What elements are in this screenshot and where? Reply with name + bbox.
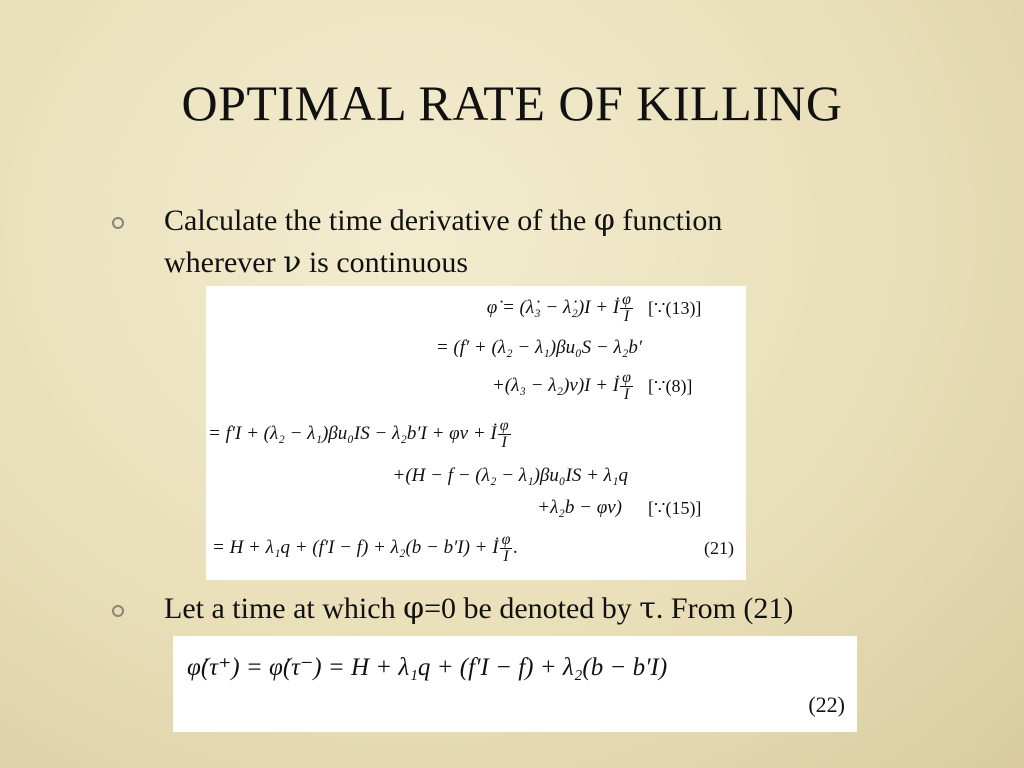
- equation-21-line-4: [206, 414, 746, 454]
- equation-21-line-3: [206, 366, 746, 406]
- hollow-circle-bullet-icon: [112, 217, 124, 229]
- slide-title: OPTIMAL RATE OF KILLING: [181, 75, 843, 131]
- equation-21-line-2: [206, 328, 746, 368]
- bullet-1-text-a: Calculate the time derivative of the: [164, 204, 594, 237]
- bullet-2-text-a: Let a time at which: [164, 592, 404, 625]
- bullet-text-1: [164, 200, 904, 284]
- phi-symbol: φ: [593, 203, 615, 238]
- bullet-1-text-b: function: [614, 204, 723, 237]
- equation-21-line-3-expr: +(λ₃ − λ₂)ν)I + İ: [491, 374, 620, 396]
- equation-21-line-6: [206, 488, 746, 528]
- equation-21-line-1: [206, 288, 746, 328]
- bullet-2-text-b: =0 be denoted by: [424, 592, 640, 625]
- equation-22-expr: φ̇(τ⁺) = φ̇(τ⁻) = H + λ₁q + (f′I − f) + λ₂(b − b′I): [187, 654, 668, 681]
- equation-21-line-5-expr: +(H − f − (λ₂ − λ₁)βu₀IS + λ₁q: [392, 465, 628, 486]
- phi-symbol: φ: [403, 591, 425, 626]
- equation-21-line-1-expr: φ̇ = (λ̇₃ − λ̇₂)I + İ: [486, 296, 620, 318]
- bullet-1-text-d: is continuous: [301, 246, 469, 279]
- equation-22-box: [173, 636, 857, 732]
- bullet-2-text-c: . From (21): [655, 592, 794, 625]
- bullet-1-text-c: wherever: [164, 246, 284, 279]
- equation-21-line-6-tag: [∵(15)]: [648, 497, 702, 518]
- equation-21-line-1-tag: [∵(13)]: [648, 297, 702, 318]
- equation-21-label: (21): [704, 537, 734, 558]
- equation-21-line-4-expr: = f′I + (λ₂ − λ₁)βu₀IS − λ₂b′I + φν + İ: [208, 422, 497, 444]
- equation-21-box: [206, 286, 746, 580]
- fraction-phi-over-i: $\frac{\varphi}{I}$: [622, 290, 631, 325]
- equation-21-line-2-expr: = (f′ + (λ₂ − λ₁)βu₀S − λ₂b′: [435, 337, 642, 358]
- equation-21-line-3-tag: [∵(8)]: [648, 375, 693, 396]
- fraction-phi-over-i: $\frac{\varphi}{I}$: [501, 530, 511, 565]
- fraction-phi-over-i: $\frac{\varphi}{I}$: [499, 416, 509, 451]
- equation-21-line-6-expr: +λ₂b − φν): [537, 497, 622, 518]
- nu-symbol: ν: [283, 245, 302, 280]
- hollow-circle-bullet-icon: [112, 605, 124, 617]
- bullet-text-2: [164, 588, 904, 630]
- equation-22-label: (22): [808, 692, 845, 717]
- fraction-phi-over-i: $\frac{\varphi}{I}$: [622, 368, 631, 403]
- tau-symbol: τ: [639, 591, 656, 626]
- equation-21-line-7-expr: = H + λ₁q + (f′I − f) + λ₂(b − b′I) + İ: [212, 536, 499, 558]
- equation-21-line-7: = H + λ₁q + (f′I − f) + λ₂(b − b′I) + İ $\frac{\varphi}{I}$ . (21): [212, 530, 734, 565]
